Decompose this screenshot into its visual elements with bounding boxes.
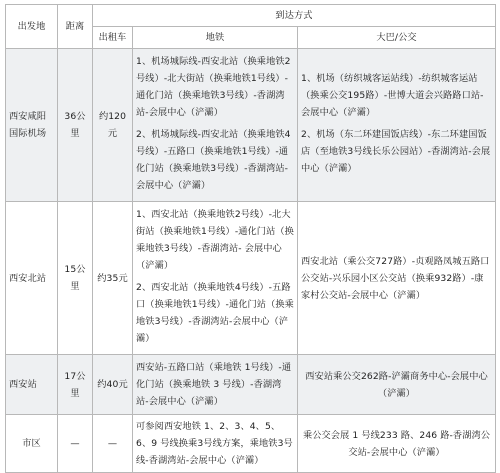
cell-taxi: 约35元 xyxy=(93,202,133,355)
cell-bus: 西安北站（乘公交727路）-贞观路凤城五路口公交站-兴乐园小区公交站（换乘932路）-康家村公交站-会展中心（浐灞） xyxy=(298,202,496,355)
header-taxi: 出租车 xyxy=(93,27,133,49)
cell-distance: 15公里 xyxy=(58,202,93,355)
cell-origin: 西安北站 xyxy=(6,202,58,355)
table-row-city xyxy=(6,415,496,473)
cell-metro xyxy=(133,49,298,202)
cell-taxi: 约40元 xyxy=(93,355,133,415)
cell-origin: 市区 xyxy=(6,415,58,473)
cell-origin: 西安站 xyxy=(6,355,58,415)
cell-metro: 西安站-五路口站（乘地铁 1号线）-通化门站（换乘地铁 3 号线）-香湖湾站-会展中心（浐灞） xyxy=(133,355,298,415)
cell-taxi: 约120元 xyxy=(93,49,133,202)
metro-route-1: 1、西安北站（换乘地铁2号线）-北大街站（换乘地铁1号线）-通化门站（换乘地铁3号线）-香湖湾站- 会展中心（浐灞） xyxy=(136,209,294,271)
cell-bus: 西安站乘公交262路-浐灞商务中心-会展中心（浐灞） xyxy=(298,355,496,415)
metro-route-1: 1、机场城际线-西安北站（换乘地铁2号线）-北大街站（换乘地铁1号线）-通化门站（换乘地铁3号线）-香湖湾站-会展中心（浐灞） xyxy=(136,56,291,118)
cell-bus: 乘公交会展 1 号线233 路、246 路-香湖湾公交站-会展中心（浐灞） xyxy=(298,415,496,473)
cell-distance: — xyxy=(58,415,93,473)
cell-distance: 36公里 xyxy=(58,49,93,202)
metro-route-2: 2、机场城际线-西安北站（换乘地铁4号线）-五路口（换乘地铁1号线）-通化门站（换乘地铁3号线）-香湖湾站-会展中心（浐灞） xyxy=(136,129,291,191)
bus-route-2: 2、机场（东二环建国饭店线）-东二环建国饭店（至地铁3号线长乐公园站）-香湖湾站-会展中心（浐灞） xyxy=(301,129,491,174)
header-distance: 距离 xyxy=(58,5,93,49)
table-row-north-station xyxy=(6,202,496,355)
transport-table-container xyxy=(5,4,495,473)
bus-route-1: 1、机场（纺织城客运站线）-纺织城客运站（换乘公交195路）-世博大道会兴路路口站-会展中心（浐灞） xyxy=(301,73,484,118)
table-row-xian-station xyxy=(6,355,496,415)
cell-bus xyxy=(298,49,496,202)
header-arrival: 到达方式 xyxy=(93,5,496,27)
table-row-airport xyxy=(6,49,496,202)
header-origin: 出发地 xyxy=(6,5,58,49)
header-bus: 大巴/公交 xyxy=(298,27,496,49)
cell-metro xyxy=(133,202,298,355)
header-metro: 地铁 xyxy=(133,27,298,49)
metro-route-2: 2、西安北站（换乘地铁4号线）-五路口（换乘地铁1号线）-通化门站（换乘地铁3号线）-香湖湾站-会展中心（浐灞） xyxy=(136,282,294,344)
cell-taxi: — xyxy=(93,415,133,473)
cell-origin: 西安咸阳国际机场 xyxy=(6,49,58,202)
cell-metro: 可参阅西安地铁 1、2、3、4、5、6、9 号线换乘3号线方案，乘地铁3号线-香湖湾站-会展中心（浐灞） xyxy=(133,415,298,473)
transport-table xyxy=(5,4,496,473)
cell-distance: 17公里 xyxy=(58,355,93,415)
